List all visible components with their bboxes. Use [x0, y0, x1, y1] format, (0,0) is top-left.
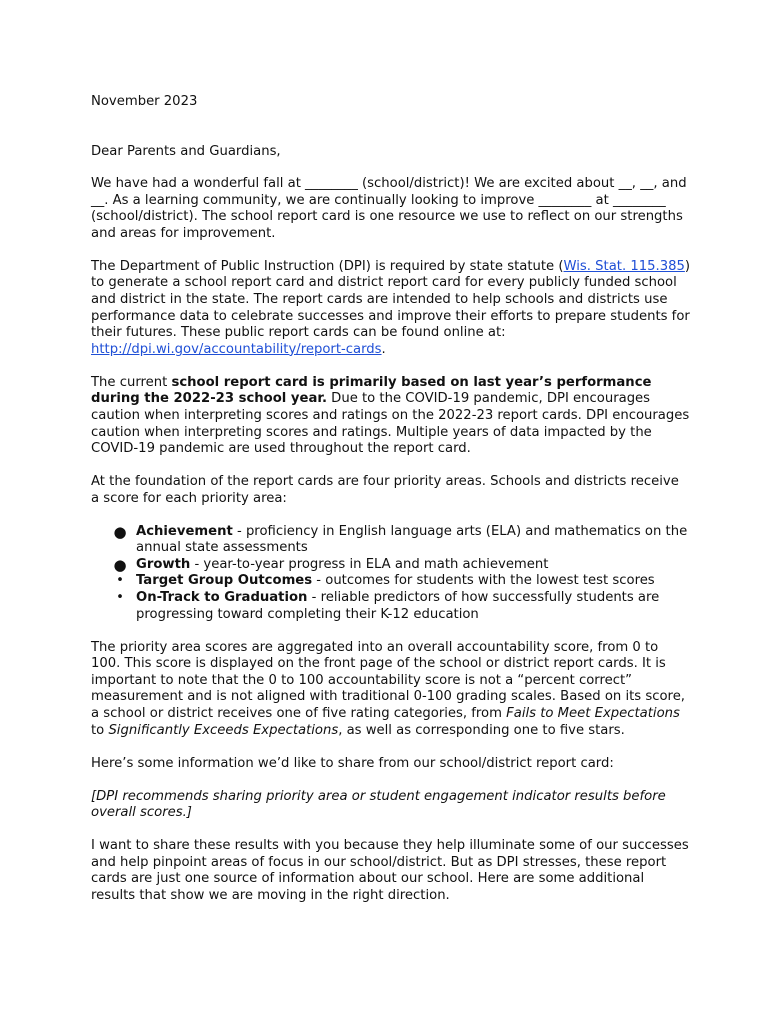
- list-item-text: - outcomes for students with the lowest test scores: [312, 573, 655, 589]
- statute-text-end: .: [381, 341, 386, 357]
- list-item-text: - year-to-year progress in ELA and math achievement: [190, 556, 549, 572]
- paragraph-closing-results: I want to share these results with you because they help illuminate some of our successes and help pinpoint areas of focus in our school/district. But as DPI stresses, these report cards are just one source of information about our school. Here are some additional results that show we are moving in the right direction.: [91, 838, 689, 903]
- score-text-mid: to: [91, 722, 109, 738]
- list-item: [116, 590, 691, 623]
- score-text-start: The priority area scores are aggregated into an overall accountability score, from 0 to 100. This score is displayed on the front page of the school or district report cards. It is important to note that the 0 to 100 accountability score is not a “percent correct” measurement and is not aligned with traditional 0-100 grading scales. Based on its score, a school or district receives one of five rating categories, from: [91, 639, 685, 721]
- current-report-bold: school report card is primarily based on last year’s performance during the 2022-23 school year.: [91, 374, 652, 407]
- rating-lowest: Fails to Meet Expectations: [506, 705, 680, 721]
- paragraph-share-info: Here’s some information we’d like to share from our school/district report card:: [91, 755, 614, 771]
- bullet-icon: ●: [113, 522, 127, 541]
- bullet-icon: •: [116, 590, 124, 606]
- current-report-end: Due to the COVID-19 pandemic, DPI encourages caution when interpreting scores and ratings on the 2022-23 report cards. DPI encourages caution when interpreting scores and ratings. Multiple years of data impacted by the COVID-19 pandemic are used throughout the report card.: [91, 391, 690, 457]
- bullet-icon: •: [116, 573, 124, 589]
- salutation: Dear Parents and Guardians,: [91, 144, 281, 159]
- list-item-text: - reliable predictors of how successfully students are progressing toward completing their K-12 education: [136, 590, 660, 622]
- recommendation-text: [DPI recommends sharing priority area or student engagement indicator results before overall scores.]: [91, 788, 666, 821]
- list-item-text: - proficiency in English language arts (ELA) and mathematics on the annual state assessments: [136, 523, 688, 556]
- list-item-title: Target Group Outcomes: [136, 573, 313, 589]
- score-text-end: , as well as corresponding one to five stars.: [338, 722, 625, 738]
- paragraph-intro: We have had a wonderful fall at ________ (school/district)! We are excited about __, __, and __. As a learning community, we are continually looking to improve ________ at ________ (school/district). The school report card is one resource we use to reflect on our strengths and areas for improvement.: [91, 176, 687, 241]
- list-item-title: Achievement: [136, 523, 233, 539]
- letter-date: November 2023: [91, 94, 198, 109]
- paragraph-accountability-score: [91, 640, 691, 740]
- list-item-title: On-Track to Graduation: [136, 590, 308, 606]
- paragraph-dpi-recommendation: [91, 789, 691, 822]
- report-cards-link[interactable]: http://dpi.wi.gov/accountability/report-cards: [91, 341, 382, 357]
- statute-text-middle: ) to generate a school report card and district report card for every publicly funded school and district in the state. The report cards are intended to help schools and districts use performance data to celebrate successes and improve their efforts to prepare students for their futures. These public report cards can be found online at:: [91, 258, 691, 341]
- statute-text-start: The Department of Public Instruction (DPI) is required by state statute (: [91, 258, 564, 274]
- bullet-icon: ●: [113, 555, 127, 574]
- list-item: [113, 555, 691, 574]
- statute-link[interactable]: Wis. Stat. 115.385: [563, 258, 685, 274]
- list-item: [113, 522, 691, 557]
- letter-body: [91, 176, 691, 921]
- paragraph-priority-areas: At the foundation of the report cards are four priority areas. Schools and districts receive a score for each priority area:: [91, 474, 679, 506]
- list-item-title: Growth: [136, 556, 191, 572]
- paragraph-dpi-statute: [91, 259, 691, 359]
- current-report-start: The current: [91, 374, 172, 390]
- priority-area-list: [91, 524, 691, 624]
- list-item: [116, 573, 691, 590]
- paragraph-current-report: [91, 375, 691, 458]
- rating-highest: Significantly Exceeds Expectations: [108, 722, 339, 738]
